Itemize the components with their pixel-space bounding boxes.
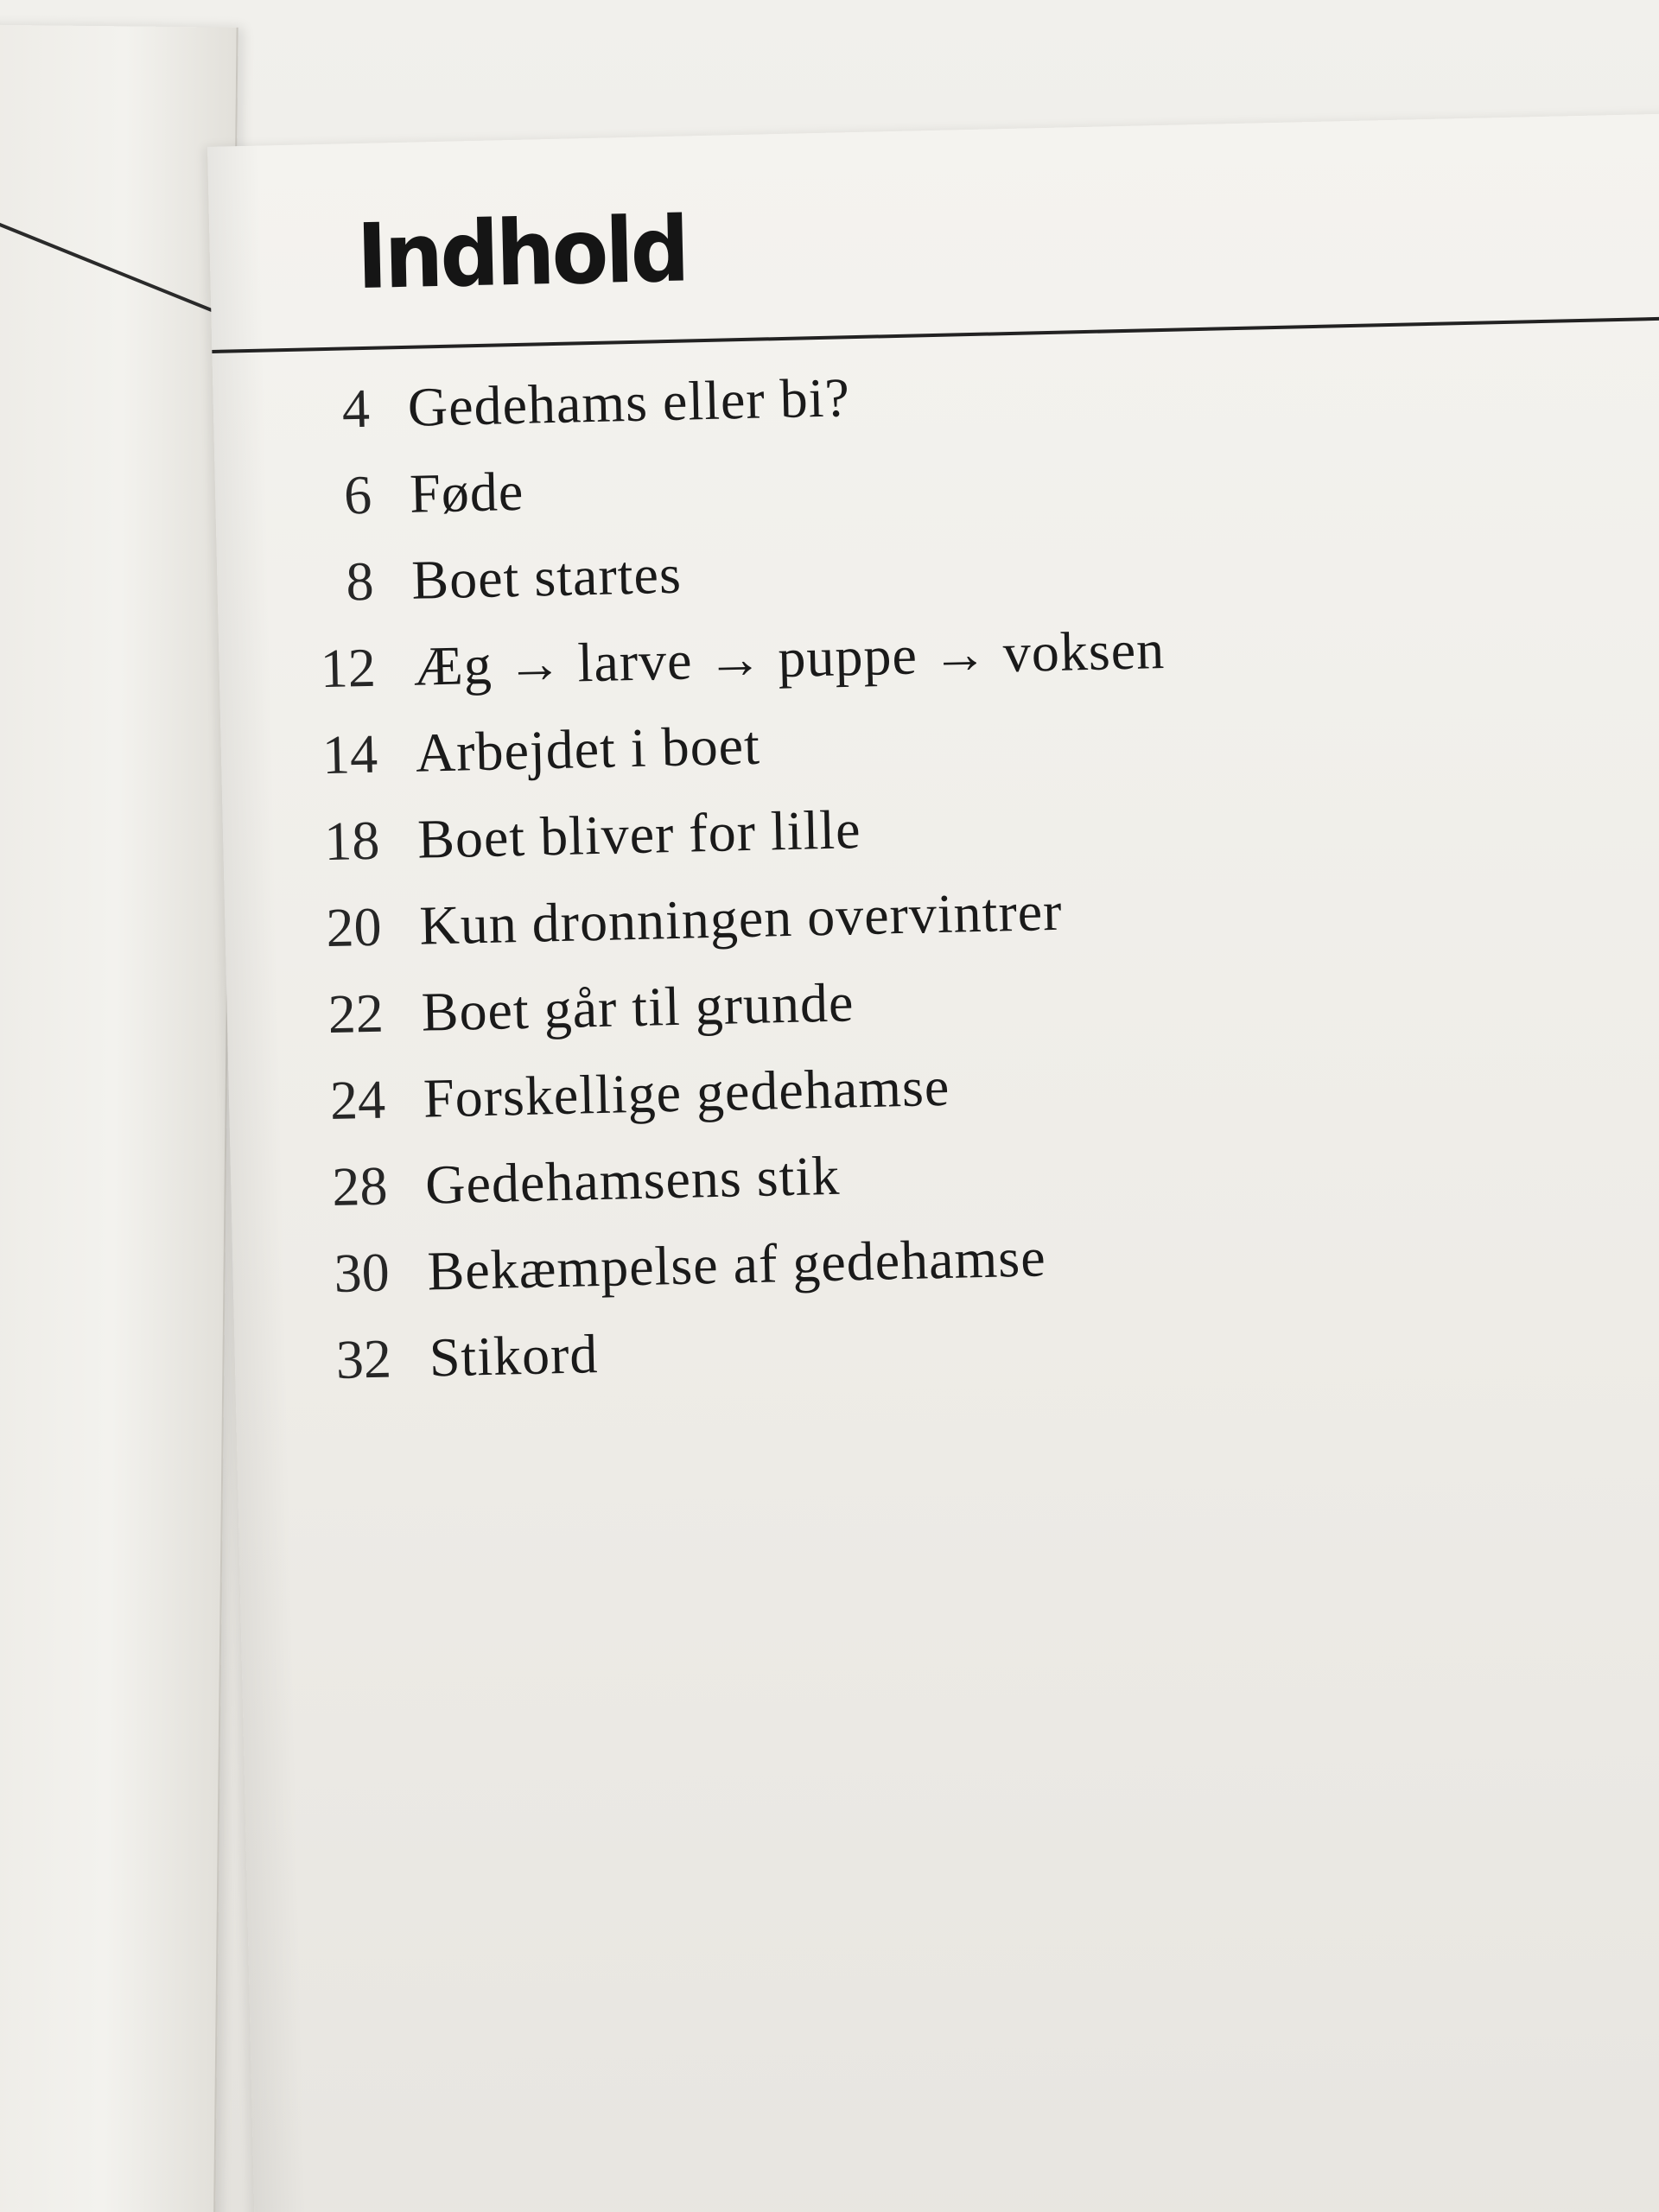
toc-page-number: 22 xyxy=(327,982,385,1046)
toc-page-number: 30 xyxy=(333,1241,391,1305)
toc-page-number: 20 xyxy=(325,895,383,959)
toc-page-number: 32 xyxy=(335,1327,392,1390)
table-of-contents xyxy=(247,348,1653,1416)
heading-rule xyxy=(212,315,1659,353)
toc-page-number: 6 xyxy=(343,463,372,526)
toc-title: Boet startes xyxy=(410,543,683,611)
toc-page-number: 14 xyxy=(321,722,378,786)
toc-title: Æg → larve → puppe → voksen xyxy=(412,619,1166,697)
toc-title: Bekæmpelse af gedehamse xyxy=(426,1226,1047,1302)
toc-title: Arbejdet i boet xyxy=(415,714,761,784)
contents-page xyxy=(207,111,1659,2212)
toc-page-number: 8 xyxy=(345,550,375,613)
toc-title: Gedehams eller bi? xyxy=(407,366,851,438)
toc-title: Gedehamsens stik xyxy=(424,1144,841,1216)
toc-page-number: 28 xyxy=(331,1154,389,1218)
toc-page-number: 24 xyxy=(329,1068,386,1132)
toc-title: Stikord xyxy=(429,1323,600,1389)
toc-page-number: 12 xyxy=(319,636,377,700)
toc-page-number: 4 xyxy=(341,377,371,440)
toc-title: Boet bliver for lille xyxy=(416,798,862,870)
toc-page-number: 18 xyxy=(323,809,381,873)
page-heading: Indhold xyxy=(355,196,688,310)
toc-title: Kun dronningen overvintrer xyxy=(418,880,1064,957)
toc-title: Føde xyxy=(409,460,524,524)
left-facing-page xyxy=(0,24,238,2212)
toc-title: Boet går til grunde xyxy=(420,971,855,1043)
toc-title: Forskellige gedehamse xyxy=(423,1055,950,1129)
